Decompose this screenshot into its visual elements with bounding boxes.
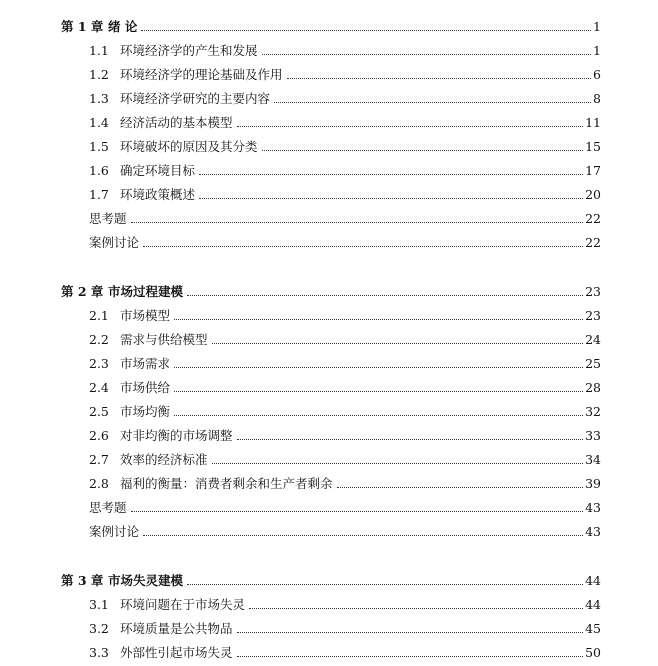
section-title: 环境经济学的产生和发展 (120, 43, 258, 58)
section-title: 外部性引起市场失灵 (120, 645, 233, 660)
chapter-number: 第 2 章 (61, 284, 104, 299)
section-number: 3.2 (89, 621, 109, 636)
section-number: 2.1 (89, 308, 109, 323)
page-number: 44 (585, 573, 601, 588)
toc-entry-1-case-study[interactable] (89, 235, 601, 251)
dot-leader (237, 631, 584, 633)
page-number: 20 (585, 187, 601, 202)
toc-entry-1-6[interactable] (89, 163, 601, 179)
page-number: 6 (593, 67, 601, 82)
toc-entry-1-exercises[interactable] (89, 211, 601, 227)
section-number: 2.8 (89, 476, 109, 491)
section-title: 思考题 (89, 500, 127, 515)
toc-entry-2-case-study[interactable] (89, 524, 601, 540)
section-number: 2.2 (89, 332, 109, 347)
page-number: 1 (593, 19, 601, 34)
page-number: 23 (585, 284, 601, 299)
toc-entry-2-7[interactable] (89, 452, 601, 468)
page-number: 15 (585, 139, 601, 154)
section-title: 福利的衡量：消费者剩余和生产者剩余 (120, 476, 333, 491)
section-number: 1.6 (89, 163, 109, 178)
toc-entry-2-3[interactable] (89, 356, 601, 372)
section-title: 经济活动的基本模型 (120, 115, 233, 130)
toc-entry-3-3[interactable] (89, 645, 601, 661)
section-number: 1.4 (89, 115, 109, 130)
dot-leader (143, 245, 583, 247)
dot-leader (249, 607, 583, 609)
section-number: 2.4 (89, 380, 109, 395)
section-number: 1.1 (89, 43, 109, 58)
toc-entry-2-1[interactable] (89, 308, 601, 324)
section-title: 效率的经济标准 (120, 452, 208, 467)
dot-leader (274, 101, 591, 103)
dot-leader (141, 29, 591, 31)
page-number: 34 (585, 452, 601, 467)
toc-entry-2-5[interactable] (89, 404, 601, 420)
dot-leader (187, 583, 583, 585)
chapter-number: 第 3 章 (61, 573, 104, 588)
dot-leader (199, 173, 583, 175)
section-number: 2.6 (89, 428, 109, 443)
toc-entry-1-1[interactable] (89, 43, 601, 59)
page-number: 28 (585, 380, 601, 395)
page-number: 32 (585, 404, 601, 419)
section-number: 2.7 (89, 452, 109, 467)
page-number: 44 (585, 597, 601, 612)
chapter-number: 第 1 章 (61, 19, 104, 34)
section-title: 思考题 (89, 211, 127, 226)
dot-leader (187, 294, 583, 296)
toc-entry-2-exercises[interactable] (89, 500, 601, 516)
section-title: 环境经济学研究的主要内容 (120, 91, 271, 106)
toc-entry-2-8[interactable] (89, 476, 601, 492)
section-title: 环境问题在于市场失灵 (120, 597, 246, 612)
chapter-title: 绪 论 (108, 19, 138, 34)
page-number: 25 (585, 356, 601, 371)
page-number: 50 (585, 645, 601, 660)
page-number: 23 (585, 308, 601, 323)
section-number: 1.7 (89, 187, 109, 202)
toc-chapter-3[interactable] (61, 573, 601, 589)
page-number: 43 (585, 524, 601, 539)
section-title: 需求与供给模型 (120, 332, 208, 347)
toc-entry-1-2[interactable] (89, 67, 601, 83)
toc-chapter-2[interactable] (61, 284, 601, 300)
section-number: 3.1 (89, 597, 109, 612)
dot-leader (237, 125, 584, 127)
section-title: 案例讨论 (89, 235, 140, 250)
section-title: 环境经济学的理论基础及作用 (120, 67, 283, 82)
section-number: 2.3 (89, 356, 109, 371)
page-number: 24 (585, 332, 601, 347)
dot-leader (174, 318, 583, 320)
dot-leader (212, 462, 584, 464)
dot-leader (287, 77, 591, 79)
section-title: 市场需求 (120, 356, 171, 371)
toc-chapter-1[interactable] (61, 19, 601, 35)
dot-leader (143, 534, 583, 536)
dot-leader (199, 197, 583, 199)
dot-leader (174, 414, 583, 416)
section-title: 环境破坏的原因及其分类 (120, 139, 258, 154)
dot-leader (212, 342, 584, 344)
section-number: 1.3 (89, 91, 109, 106)
page-number: 33 (585, 428, 601, 443)
page-number: 17 (585, 163, 601, 178)
toc-entry-1-5[interactable] (89, 139, 601, 155)
page-number: 1 (593, 43, 601, 58)
dot-leader (131, 221, 584, 223)
section-title: 环境质量是公共物品 (120, 621, 233, 636)
page-number: 39 (585, 476, 601, 491)
page-number: 43 (585, 500, 601, 515)
toc-entry-1-7[interactable] (89, 187, 601, 203)
page-number: 11 (585, 115, 601, 130)
section-title: 环境政策概述 (120, 187, 196, 202)
page-number: 45 (585, 621, 601, 636)
section-title: 市场均衡 (120, 404, 171, 419)
dot-leader (174, 390, 583, 392)
toc-entry-1-4[interactable] (89, 115, 601, 131)
dot-leader (262, 53, 591, 55)
toc-entry-1-3[interactable] (89, 91, 601, 107)
toc-entry-2-4[interactable] (89, 380, 601, 396)
page-number: 22 (585, 235, 601, 250)
toc-entry-2-6[interactable] (89, 428, 601, 444)
toc-entry-3-1[interactable] (89, 597, 601, 613)
page-number: 8 (593, 91, 601, 106)
section-title: 市场模型 (120, 308, 171, 323)
dot-leader (237, 655, 584, 657)
dot-leader (237, 438, 584, 440)
toc-entry-2-2[interactable] (89, 332, 601, 348)
section-title: 市场供给 (120, 380, 171, 395)
section-title: 案例讨论 (89, 524, 140, 539)
section-title: 对非均衡的市场调整 (120, 428, 233, 443)
toc-entry-3-2[interactable] (89, 621, 601, 637)
page-number: 22 (585, 211, 601, 226)
section-number: 2.5 (89, 404, 109, 419)
chapter-title: 市场过程建模 (108, 284, 184, 299)
dot-leader (337, 486, 584, 488)
section-number: 1.5 (89, 139, 109, 154)
dot-leader (131, 510, 584, 512)
section-number: 3.3 (89, 645, 109, 660)
dot-leader (262, 149, 584, 151)
chapter-title: 市场失灵建模 (108, 573, 184, 588)
section-title: 确定环境目标 (120, 163, 196, 178)
section-number: 1.2 (89, 67, 109, 82)
dot-leader (174, 366, 583, 368)
